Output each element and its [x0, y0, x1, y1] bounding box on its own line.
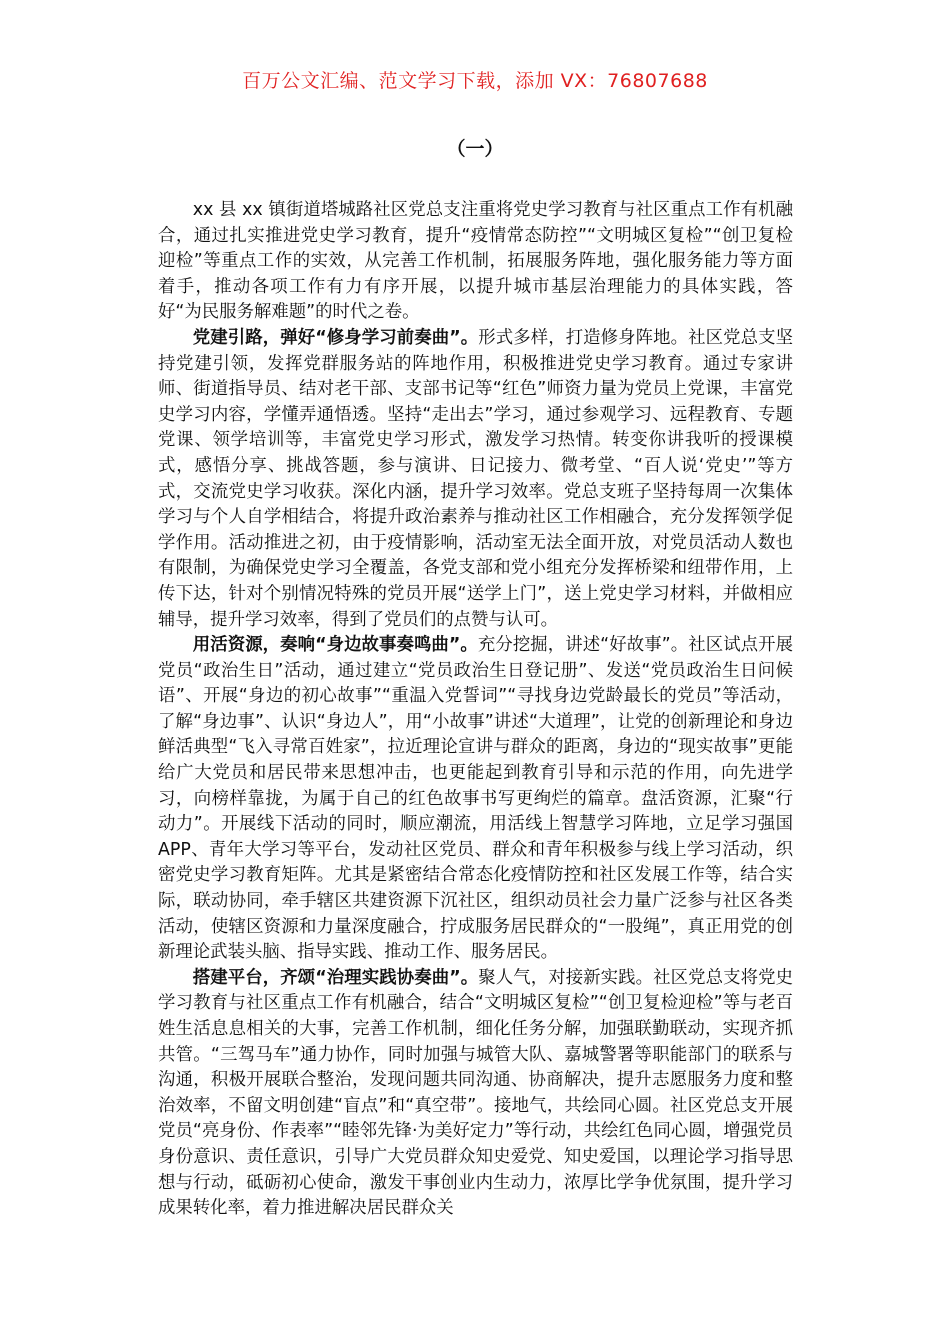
paragraph-text: 充分挖掘，讲述“好故事”。社区试点开展党员“政治生日”活动，通过建立“党员政治生日登记册”、发送“党员政治生日问候语”、开展“身边的初心故事”“重温入党誓词”“寻找身边党龄最长的党员”等活动，了解“身边事”、认识“身边人”，用“小故事”讲述“大道理”，让党的创新理论和身边鲜活典型“飞入寻常百姓家”，拉近理论宣讲与群众的距离，身边的“现实故事”更能给广大党员和居民带来思想冲击，也更能起到教育引导和示范的作用，向先进学习，向榜样靠拢，为属于自己的红色故事书写更绚烂的篇章。盘活资源，汇聚“行动力”。开展线下活动的同时，顺应潮流，用活线上智慧学习阵地，立足学习强国 APP、青年大学习等平台，发动社区党员、群众和青年积极参与线上学习活动，织密党史学习教育矩阵。尤其是紧密结合常态化疫情防控和社区发展工作等，结合实际，联动协同，牵手辖区共建资源下沉社区，组织动员社会力量广泛参与社区各类活动，使辖区资源和力量深度融合，拧成服务居民群众的“一股绳”，真正用党的创新理论武装头脑、指导实践、推动工作、服务居民。: [158, 635, 793, 963]
paragraph: [158, 198, 793, 326]
body-text: [158, 198, 793, 1222]
paragraph-lead: 用活资源，奏响“身边故事奏鸣曲”。: [192, 635, 478, 656]
paragraph-text: 聚人气，对接新实践。社区党总支将党史学习教育与社区重点工作有机融合，结合“文明城区复检”“创卫复检迎检”等与老百姓生活息息相关的大事，完善工作机制，细化任务分解，加强联勤联动，实现齐抓共管。“三驾马车”通力协作，同时加强与城管大队、嘉城警署等职能部门的联系与沟通，积极开展联合整治，发现问题共同沟通、协商解决，提升志愿服务力度和整治效率，不留文明创建“盲点”和“真空带”。接地气，共绘同心圆。社区党总支开展党员“亮身份、作表率”“睦邻先锋·为美好定力”等行动，共绘红色同心圆，增强党员身份意识、责任意识，引导广大党员群众知史爱党、知史爱国，以理论学习指导思想与行动，砥砺初心使命，激发干事创业内生动力，浓厚比学争优氛围，提升学习成果转化率，着力推进解决居民群众关: [158, 967, 793, 1219]
paragraph: [158, 326, 793, 633]
paragraph-lead: 搭建平台，齐颂“治理实践协奏曲”。: [192, 967, 479, 988]
section-title: （一）: [446, 138, 504, 160]
paragraph-text: 形式多样，打造修身阵地。社区党总支坚持党建引领，发挥党群服务站的阵地作用，积极推进党史学习教育。通过专家讲师、街道指导员、结对老干部、支部书记等“红色”师资力量为党员上党课，丰富党史学习内容，学懂弄通悟透。坚持“走出去”学习，通过参观学习、远程教育、专题党课、领学培训等，丰富党史学习形式，激发学习热情。转变你讲我听的授课模式，感悟分享、挑战答题，参与演讲、日记接力、微考堂、“百人说‘党史’”等方式，交流党史学习收获。深化内涵，提升学习效率。党总支班子坚持每周一次集体学习与个人自学相结合，将提升政治素养与推动社区工作相融合，充分发挥领学促学作用。活动推进之初，由于疫情影响，活动室无法全面开放，对党员活动人数也有限制，为确保党史学习全覆盖，各党支部和党小组充分发挥桥梁和纽带作用，上传下达，针对个别情况特殊的党员开展“送学上门”，送上党史学习材料，并做相应辅导，提升学习效率，得到了党员们的点赞与认可。: [158, 327, 793, 630]
header-promo-note: 百万公文汇编、范文学习下载，添加 VX：76807688: [242, 70, 708, 92]
paragraph-text: xx 县 xx 镇街道塔城路社区党总支注重将党史学习教育与社区重点工作有机融合，通过扎实推进党史学习教育，提升“疫情常态防控”“文明城区复检”“创卫复检迎检”等重点工作的实效，从完善工作机制，拓展服务阵地，强化服务能力等方面着手，推动各项工作有力有序开展，以提升城市基层治理能力的具体实践，答好“为民服务解难题”的时代之卷。: [158, 200, 793, 323]
paragraph: [158, 966, 793, 1222]
paragraph-lead: 党建引路，弹好“修身学习前奏曲”。: [192, 327, 479, 348]
paragraph: [158, 633, 793, 966]
